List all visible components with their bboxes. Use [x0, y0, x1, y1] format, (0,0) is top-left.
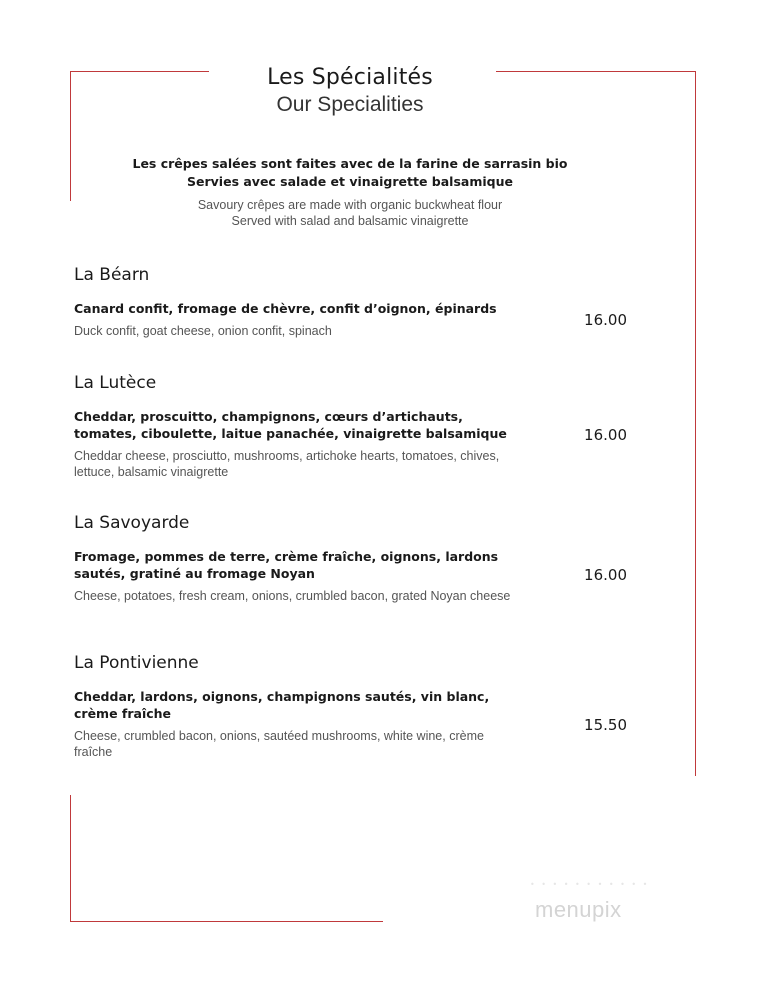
menu-intro [0, 155, 700, 229]
frame-left-lower [70, 795, 71, 922]
dish-name: La Pontivienne [74, 653, 199, 673]
intro-en-line1: Savoury crêpes are made with organic buckwheat flour [197, 198, 503, 212]
dish-price: 16.00 [584, 566, 627, 584]
page-title [0, 64, 700, 118]
intro-french [0, 155, 700, 191]
dish-description-english: Cheese, crumbled bacon, onions, sautéed mushrooms, white wine, crème fraîche [74, 729, 484, 759]
watermark-logo: menupix [535, 897, 622, 922]
dish-price: 16.00 [584, 311, 627, 329]
dish-description-french: Cheddar, proscuitto, champignons, cœurs d’artichauts, tomates, ciboulette, laitue panachée, vinaigrette balsamique [74, 409, 507, 441]
dish-body [74, 300, 634, 339]
dish-item [74, 652, 634, 760]
dish-description-french: Cheddar, lardons, oignons, champignons sautés, vin blanc, crème fraîche [74, 689, 490, 721]
dish-description-english: Cheese, potatoes, fresh cream, onions, crumbled bacon, grated Noyan cheese [74, 589, 511, 603]
intro-english [0, 197, 700, 229]
intro-en-line2: Served with salad and balsamic vinaigrette [231, 214, 469, 228]
dish-description-french: Fromage, pommes de terre, crème fraîche, oignons, lardons sautés, gratiné au fromage Noyan [74, 549, 499, 581]
dish-item [74, 264, 634, 339]
dish-description-french: Canard confit, fromage de chèvre, confit d’oignon, épinards [74, 301, 497, 316]
frame-bottom-left [70, 921, 383, 922]
dish-name: La Lutèce [74, 373, 157, 393]
dish-price: 16.00 [584, 426, 627, 444]
dish-name: La Savoyarde [74, 513, 190, 533]
dish-description-english: Duck confit, goat cheese, onion confit, spinach [74, 324, 332, 338]
dish-item [74, 512, 634, 604]
intro-fr-line1: Les crêpes salées sont faites avec de la farine de sarrasin bio [132, 156, 568, 171]
dish-price: 15.50 [584, 716, 627, 734]
dish-item [74, 372, 634, 480]
title-french: Les Spécialités [267, 65, 433, 90]
dish-description-english: Cheddar cheese, prosciutto, mushrooms, artichoke hearts, tomatoes, chives, lettuce, balsamic vinaigrette [74, 449, 500, 479]
intro-fr-line2: Servies avec salade et vinaigrette balsamique [187, 174, 513, 189]
dish-body [74, 408, 634, 480]
watermark-decoration: • • • • • • • • • • • [530, 880, 650, 889]
title-english: Our Specialities [276, 93, 424, 116]
dish-body [74, 548, 634, 604]
dish-body [74, 688, 634, 760]
dish-name: La Béarn [74, 265, 150, 285]
